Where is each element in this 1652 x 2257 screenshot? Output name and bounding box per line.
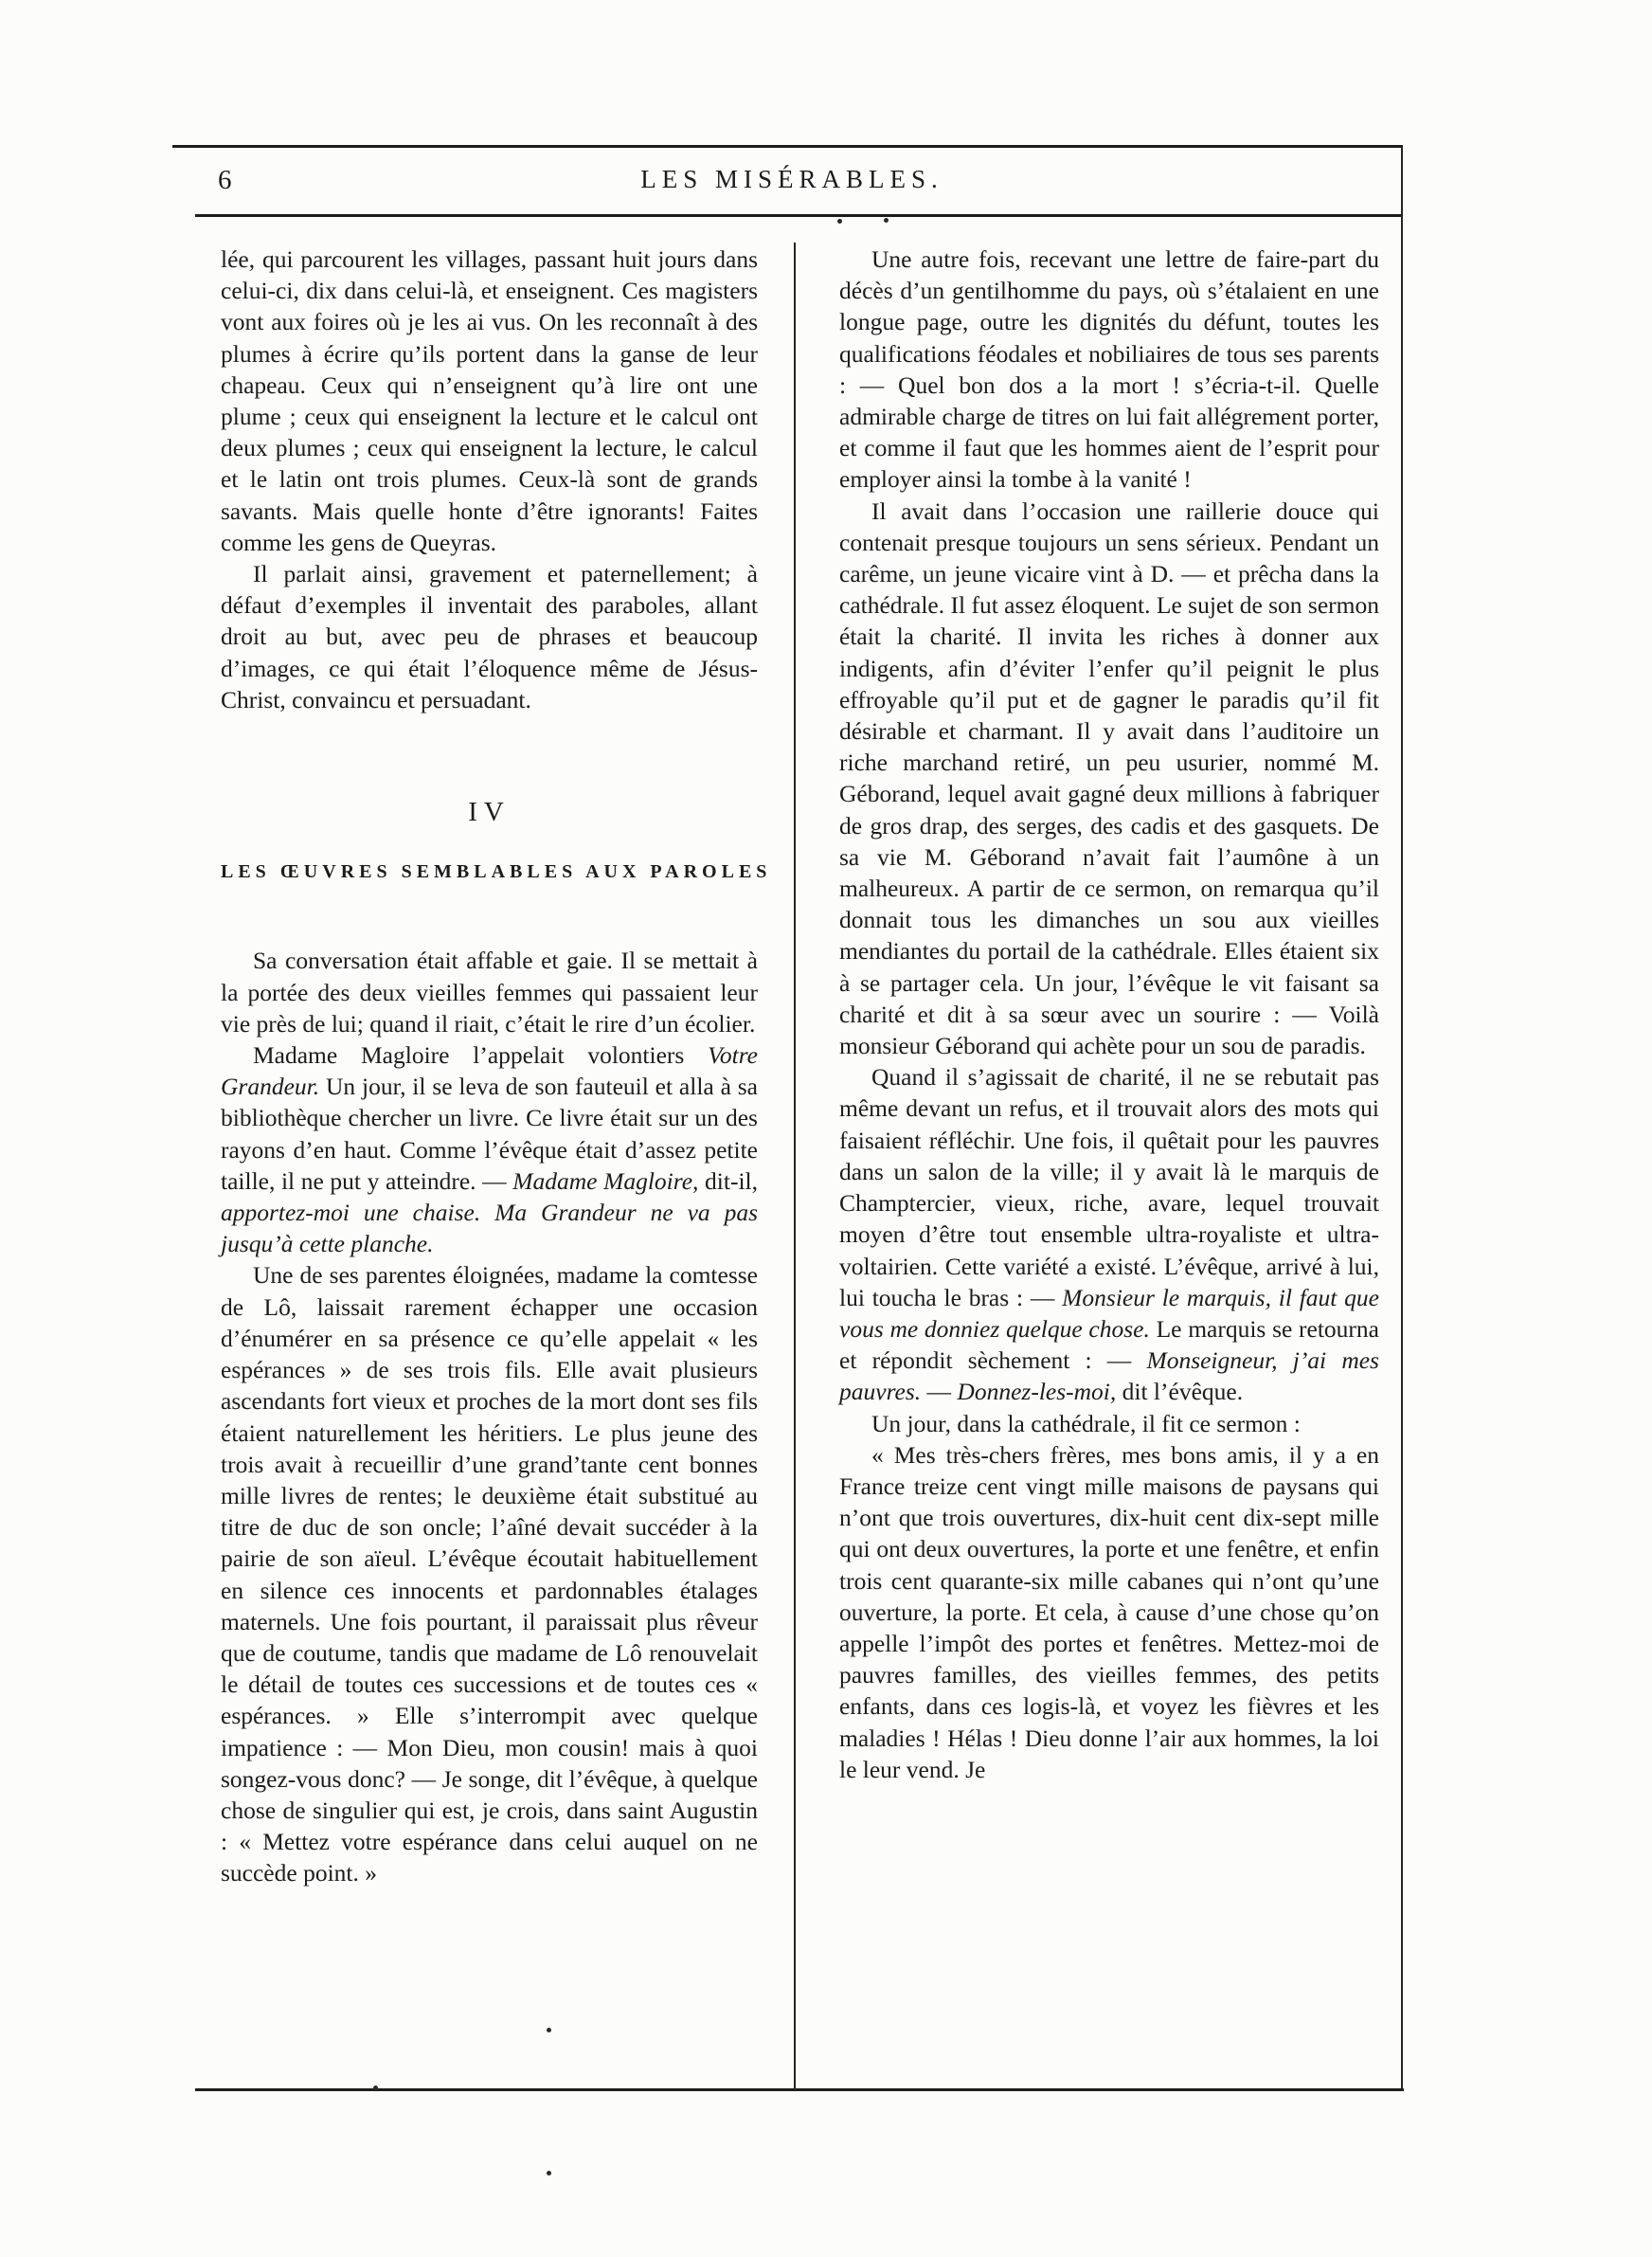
paragraph: Quand il s’agissait de charité, il ne se rebutait pas même devant un refus, et il trouvait alors des mots qui faisaient réfléchir. Une fois, il quêtait pour les pauvres dans un salon de la ville; il y avait là le marquis de Champtercier, vieux, riche, avare, lequel trouvait moyen d’être tout ensemble ultra-royaliste et ultra-voltairien. Cette variété a existé. L’évêque, arrivé à lui, lui toucha le bras : — Monsieur le marquis, il faut que vous me donniez quelque chose. Le marquis se retourna et répondit sèchement : — Monseigneur, j’ai mes pauvres. — Donnez-les-moi, dit l’évêque. [839, 1063, 1379, 1406]
paragraph: Il parlait ainsi, gravement et paternellement; à défaut d’exemples il inventait des paraboles, allant droit au but, avec peu de phrases et beaucoup d’images, ce qui était l’éloquence même de Jésus-Christ, convaincu et persuadant. [221, 560, 758, 713]
ink-speck [547, 2171, 551, 2176]
running-header-title: LES MISÉRABLES. [640, 165, 943, 193]
paragraph: Une de ses parentes éloignées, madame la comtesse de Lô, laissait rarement échapper une occasion d’énumérer en sa présence ce qu’elle appelait « les espérances » de ses trois fils. Elle avait plusieurs ascendants fort vieux et proches de la mort dont ses fils étaient naturellement les héritiers. Le plus jeune des trois avait à recueillir d’une grand’tante cent bonnes mille livres de rentes; le deuxième était substitué au titre de duc de son oncle; l’aîné devait succéder à la pairie de son aïeul. L’évêque écoutait habituellement en silence ces innocents et pardonnables étalages maternels. Une fois pourtant, il paraissait plus rêveur que de coutume, tandis que madame de Lô renouvelait le détail de toutes ces successions et de toutes ces « espérances. » Elle s’interrompit avec quelque impatience : — Mon Dieu, mon cousin! mais à quoi songez-vous donc? — Je songe, dit l’évêque, à quelque chose de singulier qui est, je crois, dans saint Augustin : « Mettez votre espérance dans celui auquel on ne succède point. » [221, 1261, 758, 1887]
top-rule-inner [195, 214, 1403, 217]
chapter-number: IV [468, 797, 511, 828]
right-frame-line [1401, 145, 1403, 2091]
paragraph: Une autre fois, recevant une lettre de faire-part du décès d’un gentilhomme du pays, où s’étalaient en une longue page, outre les dignités du défunt, toutes les qualifications féodales et nobiliaires de tous ses parents : — Quel bon dos a la mort ! s’écria-t-il. Quelle admirable charge de titres on lui fait allégrement porter, et comme il faut que les hommes aient de l’esprit pour employer ainsi la tombe à la vanité ! [839, 245, 1379, 494]
ink-speck [373, 2085, 378, 2090]
ink-speck [837, 219, 842, 224]
ink-speck [547, 2028, 551, 2032]
left-column [221, 244, 772, 1889]
column-divider-line [794, 243, 796, 2090]
ink-speck [884, 218, 889, 223]
right-column [839, 244, 1379, 1785]
paragraph: Il avait dans l’occasion une raillerie douce qui contenait presque toujours un sens sérieux. Pendant un carême, un jeune vicaire vint à D. — et prêcha dans la cathédrale. Il fut assez éloquent. Le sujet de son sermon était la charité. Il invita les riches à donner aux indigents, afin d’éviter l’enfer qu’il peignit le plus effroyable qu’il put et de gagner le paradis qu’il fit désirable et charmant. Il y avait dans l’auditoire un riche marchand retiré, un peu usurier, nommé M. Géborand, lequel avait gagné deux millions à fabriquer de gros drap, des serges, des cadis et des gasquets. De sa vie M. Géborand n’avait fait l’aumône à un malheureux. A partir de ce sermon, on remarqua qu’il donnait tous les dimanches un sou aux vieilles mendiantes du portail de la cathédrale. Elles étaient six à se partager cela. Un jour, l’évêque le vit faisant sa charité et dit à sa sœur avec un sourire : — Voilà monsieur Géborand qui achète pour un sou de paradis. [839, 497, 1380, 1060]
paragraph: Madame Magloire l’appelait volontiers Votre Grandeur. Un jour, il se leva de son fauteuil et alla à sa bibliothèque chercher un livre. Ce livre était sur un des rayons d’en haut. Comme l’évêque était d’assez petite taille, il ne put y atteindre. — Madame Magloire, dit-il, apportez-moi une chaise. Ma Grandeur ne va pas jusqu’à cette planche. [221, 1041, 759, 1258]
page-number: 6 [218, 165, 232, 195]
paragraph: Un jour, dans la cathédrale, il fit ce sermon : [871, 1409, 1301, 1437]
paragraph: lée, qui parcourent les villages, passant huit jours dans celui-ci, dix dans celui-là, et enseignent. Ces magisters vont aux foires où je les ai vus. On les reconnaît à des plumes à écrire qu’ils portent dans la ganse de leur chapeau. Ceux qui n’enseignent qu’à lire ont une plume ; ceux qui enseignent la lecture et le calcul ont deux plumes ; ceux qui enseignent la lecture, le calcul et le latin ont trois plumes. Ceux-là sont de grands savants. Mais quelle honte d’être ignorants! Faites comme les gens de Queyras. [221, 245, 758, 556]
chapter-title: LES ŒUVRES SEMBLABLES AUX PAROLES [221, 861, 772, 883]
paragraph: Sa conversation était affable et gaie. Il se mettait à la portée des deux vieilles femmes qui passaient leur vie près de lui; quand il riait, c’était le rire d’un écolier. [221, 947, 758, 1038]
top-rule-outer [172, 145, 1403, 148]
paragraph: « Mes très-chers frères, mes bons amis, il y a en France treize cent vingt mille maisons de paysans qui n’ont que trois ouvertures, dix-huit cent dix-sept mille qui ont deux ouvertures, la porte et une fenêtre, et enfin trois cent quarante-six mille cabanes qui n’ont qu’une ouverture, la porte. Et cela, à cause d’une chose qu’on appelle l’impôt des portes et fenêtres. Mettez-moi de pauvres familles, des vieilles femmes, des petits enfants, dans ces logis-là, et voyez les fièvres et les maladies ! Hélas ! Dieu donne l’air aux hommes, la loi le leur vend. Je [839, 1440, 1379, 1783]
